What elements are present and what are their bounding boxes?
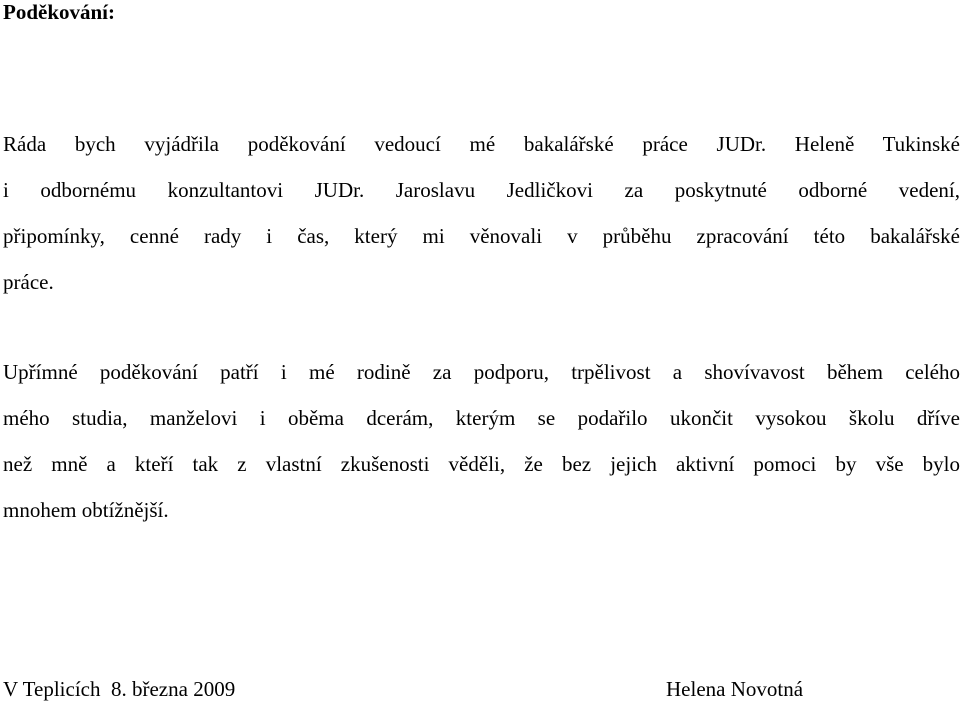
paragraph-line: práce. [3,270,54,294]
paragraph-line: mého studia, manželovi i oběma dcerám, kterým se podařilo ukončit vysokou školu dříve [3,406,960,430]
acknowledgement-paragraph-supervisors [3,131,960,315]
paragraph-line: připomínky, cenné rady i čas, který mi věnovali v průběhu zpracování této bakalářské [3,224,960,248]
signature-place-date: V Teplicích 8. března 2009 [3,677,236,701]
paragraph-line: než mně a kteří tak z vlastní zkušenosti věděli, že bez jejich aktivní pomoci by vše bylo [3,452,960,476]
page-heading: Poděkování: [3,0,116,24]
acknowledgement-paragraph-family [3,359,960,543]
paragraph-line: Upřímné poděkování patří i mé rodině za podporu, trpělivost a shovívavost během celého [3,360,960,384]
paragraph-line: i odbornému konzultantovi JUDr. Jaroslavu Jedličkovi za poskytnuté odborné vedení, [3,178,960,202]
paragraph-line: Ráda bych vyjádřila poděkování vedoucí mé bakalářské práce JUDr. Heleně Tukinské [3,132,960,156]
paragraph-line: mnohem obtížnější. [3,498,169,522]
signature-name: Helena Novotná [666,677,804,701]
